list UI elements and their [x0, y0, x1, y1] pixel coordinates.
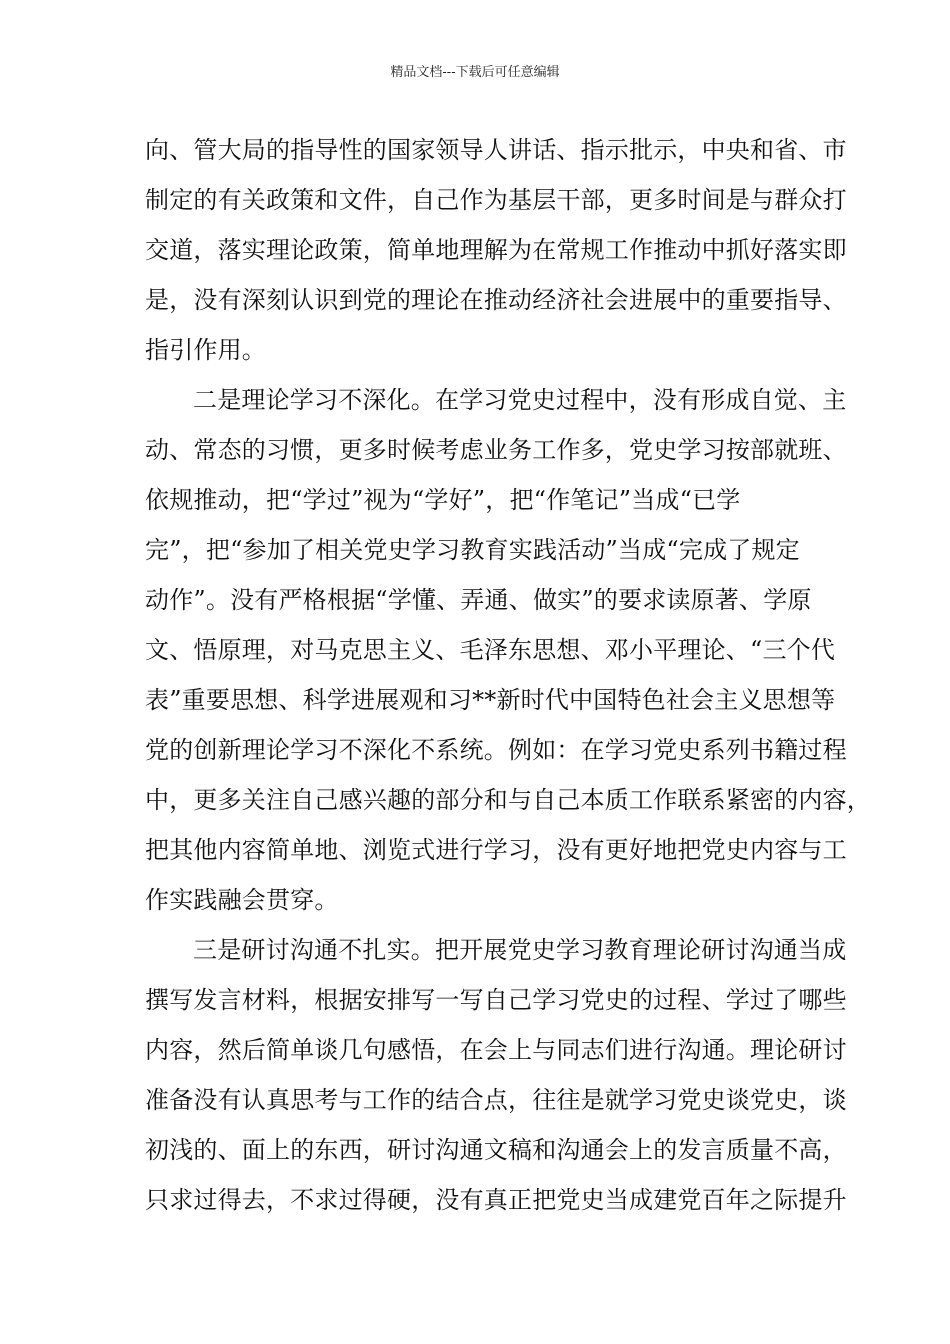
paragraph-line: 把其他内容简单地、浏览式进行学习，没有更好地把党史内容与工	[145, 836, 847, 864]
paragraph-line: 交道，落实理论政策，简单地理解为在常规工作推动中抓好落实即	[145, 236, 847, 264]
paragraph-line: 制定的有关政策和文件，自己作为基层干部，更多时间是与群众打	[145, 186, 847, 214]
paragraph-line: 作实践融会贯穿。	[145, 886, 339, 914]
paragraph-line: 依规推动，把“学过”视为“学好”，把“作笔记”当成“已学	[145, 486, 741, 514]
paragraph-line: 指引作用。	[145, 336, 266, 364]
paragraph-line: 向、管大局的指导性的国家领导人讲话、指示批示，中央和省、市	[145, 136, 847, 164]
paragraph-line: 准备没有认真思考与工作的结合点，往往是就学习党史谈党史，谈	[145, 1086, 847, 1114]
paragraph-line: 党的创新理论学习不深化不系统。例如：在学习党史系列书籍过程	[145, 736, 847, 764]
paragraph-line: 动作”。没有严格根据“学懂、弄通、做实”的要求读原著、学原	[145, 586, 812, 614]
paragraph-line: 完”，把“参加了相关党史学习教育实践活动”当成“完成了规定	[145, 536, 800, 564]
paragraph-line: 表”重要思想、科学进展观和习**新时代中国特色社会主义思想等	[145, 686, 836, 714]
paragraph-line: 动、常态的习惯，更多时候考虑业务工作多，党史学习按部就班、	[145, 436, 847, 464]
page-header: 精品文档---下载后可任意编辑	[390, 65, 560, 80]
paragraph-line: 文、悟原理，对马克思主义、毛泽东思想、邓小平理论、“三个代	[145, 636, 836, 664]
paragraph-line: 初浅的、面上的东西，研讨沟通文稿和沟通会上的发言质量不高，	[145, 1136, 847, 1164]
paragraph-line: 内容，然后简单谈几句感悟，在会上与同志们进行沟通。理论研讨	[145, 1036, 847, 1064]
paragraph-line: 二是理论学习不深化。在学习党史过程中，没有形成自觉、主	[193, 386, 847, 414]
paragraph-line: 三是研讨沟通不扎实。把开展党史学习教育理论研讨沟通当成	[193, 936, 847, 964]
paragraph-line: 中，更多关注自己感兴趣的部分和与自己本质工作联系紧密的内容，	[145, 786, 871, 814]
paragraph-line: 是，没有深刻认识到党的理论在推动经济社会进展中的重要指导、	[145, 286, 847, 314]
paragraph-line: 撰写发言材料，根据安排写一写自己学习党史的过程、学过了哪些	[145, 986, 847, 1014]
paragraph-line: 只求过得去，不求过得硬，没有真正把党史当成建党百年之际提升	[145, 1186, 847, 1214]
